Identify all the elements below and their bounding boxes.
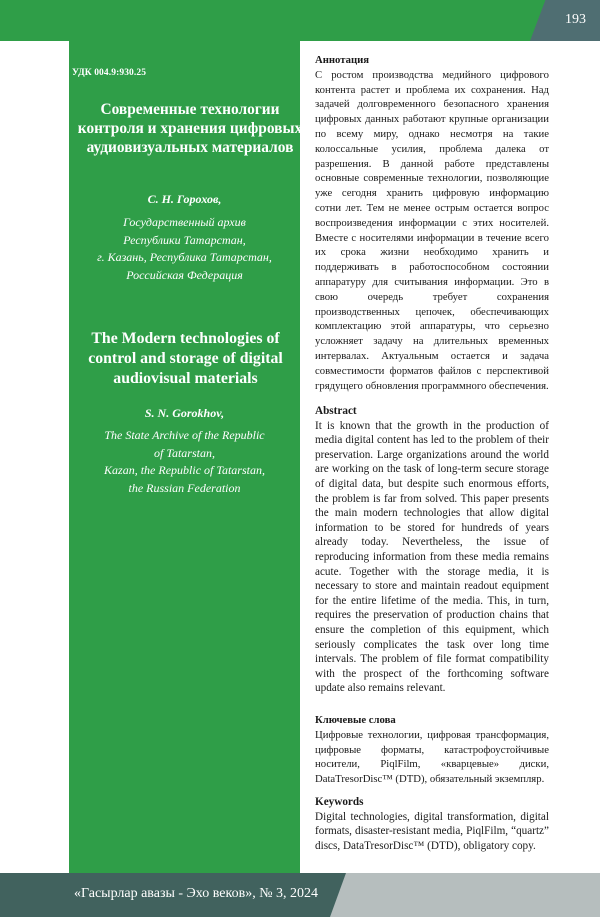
affiliation-line: Kazan, the Republic of Tatarstan, [69,462,300,480]
affiliation-line: г. Казань, Республика Татарстан, [69,249,300,267]
footer-accent [330,873,600,917]
title-russian: Современные технологии контроля и хранения цифровых аудиовизуальных материалов [77,100,303,157]
affiliation-line: Государственный архив [69,214,300,232]
annotation-heading: Аннотация [315,53,549,68]
title-panel [69,41,300,873]
keywords-russian-text: Цифровые технологии, цифровая трансформация, цифровые форматы, катастрофоустойчивые носители, PiqlFilm, «кварцевые» диски, DataTresorDisc™ (DTD), обязательный экземпляр. [315,729,549,785]
author-russian: С. Н. Горохов, [69,192,300,207]
affiliation-russian [69,214,300,284]
abstract-text: It is known that the growth in the production of media digital content has led to the problem of their preservation. Large organizations around the world are working on the task of long-term secure storage of digital data, but despite such enormous efforts, the problem is far from solved. This paper presents the main modern technologies that allow digital information to be stored for hundreds of years already today. Nevertheless, the issue of reproducing information from these media remains acute. Together with the storage media, it is necessary to store and maintain readout equipment for the entire lifetime of the media. This, in turn, requires the preservation of production chains that ensure the completion of this equipment, which seriously complicates the task over long time intervals. The problem of file format compatibility with the prospect of the forthcoming software update also remains relevant. [315,420,549,695]
annotation-text: С ростом производства медийного цифрового контента растет и проблема их сохранения. Над задачей долговременного безопасного хранения цифровых данных работают крупные организации по всему миру, однако несмотря на такие колоссальные усилия, проблема далека от разрешения. В данной работе представлены основные современные технологии, позволяющие уже сегодня хранить цифровую информацию сотни лет. Тем не менее острым остается вопрос воспроизведения информации с этих носителей. Вместе с носителями информации в течение всего их срока жизни необходимо хранить и поддерживать в работоспособном состоянии аппаратуру для считывания информации. Это в свою очередь требует сохранения производственных цепочек, обеспечивающих комплектацию этой аппаратуры, что серьезно усложняет задачу на длительных временных интервалах. Актуальным остается и задача совместимости форматов файлов с перспективой грядущего обновления программного обеспечения. [315,69,549,392]
title-english: The Modern technologies of control and storage of digital audiovisual materials [71,329,300,389]
keywords-english-section [315,795,549,853]
journal-citation: «Гасырлар авазы - Эхо веков», № 3, 2024 [74,886,318,902]
affiliation-line: of Tatarstan, [69,445,300,463]
affiliation-line: the Russian Federation [69,480,300,498]
page-number: 193 [565,12,586,28]
udc-code: УДК 004.9:930.25 [72,68,146,78]
affiliation-line: Республики Татарстан, [69,232,300,250]
abstract-heading: Abstract [315,404,549,419]
author-english: S. N. Gorokhov, [69,406,300,421]
abstract-section [315,404,549,696]
keywords-russian-section [315,713,549,787]
keywords-english-text: Digital technologies, digital transformation, digital formats, disaster-resistant media, PiqlFilm, “quartz” discs, DataTresorDisc™ (DTD), obligatory copy. [315,811,549,852]
header-bar [0,0,600,41]
affiliation-line: The State Archive of the Republic [69,427,300,445]
affiliation-english [69,427,300,497]
annotation-section [315,53,549,393]
affiliation-line: Российская Федерация [69,267,300,285]
keywords-english-heading: Keywords [315,795,549,810]
keywords-russian-heading: Ключевые слова [315,713,549,728]
